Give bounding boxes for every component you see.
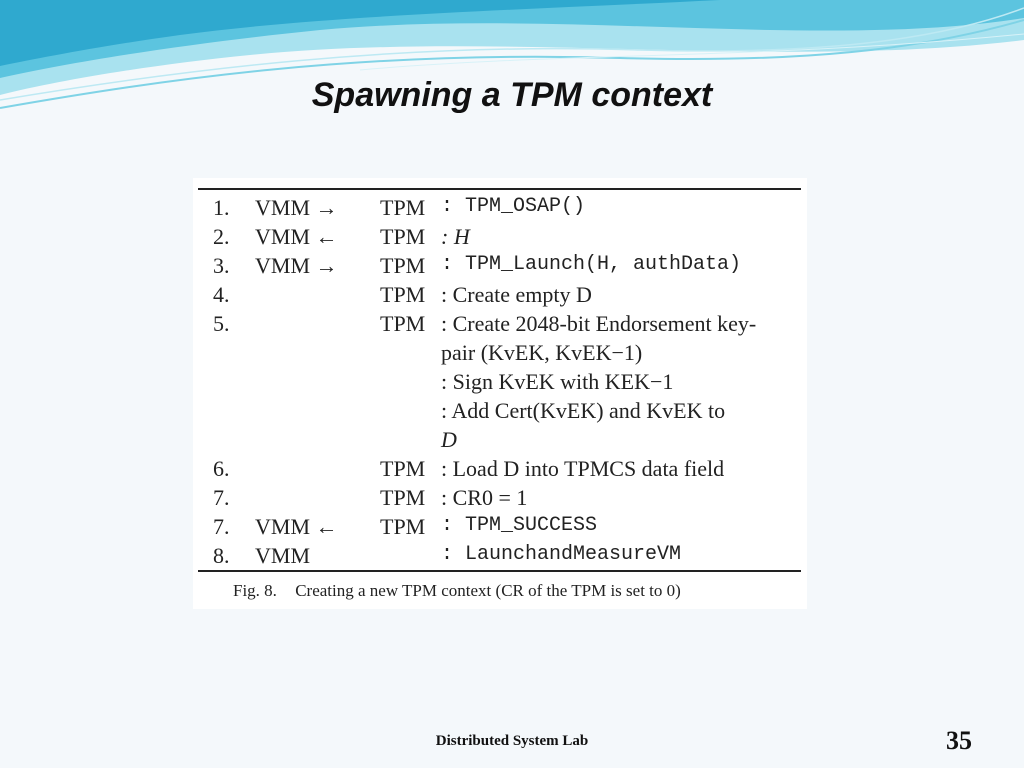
step-tpm: TPM	[380, 456, 426, 481]
protocol-figure	[193, 178, 807, 609]
protocol-step-row	[193, 511, 807, 540]
step-number: 7.	[213, 485, 230, 510]
step-actor: VMM →	[255, 253, 338, 278]
protocol-step-row	[193, 250, 807, 279]
step-message: : Create empty D	[441, 282, 592, 307]
step-message: : H	[441, 224, 470, 249]
step-number: 5.	[213, 311, 230, 336]
protocol-step-continuation	[193, 337, 807, 366]
protocol-step-row	[193, 540, 807, 569]
protocol-step-row	[193, 221, 807, 250]
step-tpm: TPM	[380, 311, 426, 336]
figure-caption-label: Fig. 8.	[233, 581, 277, 600]
step-number: 2.	[213, 224, 230, 249]
protocol-step-row	[193, 453, 807, 482]
protocol-step-row	[193, 192, 807, 221]
step-message: : Load D into TPMCS data field	[441, 456, 725, 481]
step-tpm: TPM	[380, 195, 426, 220]
step-message: : LaunchandMeasureVM	[441, 543, 682, 566]
figure-bottom-rule	[198, 570, 801, 572]
step-number: 7.	[213, 514, 230, 539]
figure-caption-text: Creating a new TPM context (CR of the TPM is set to 0)	[295, 581, 681, 600]
step-message: : CR0 = 1	[441, 485, 528, 510]
step-tpm: TPM	[380, 224, 426, 249]
step-number: 4.	[213, 282, 230, 307]
step-message: : TPM_SUCCESS	[441, 514, 598, 537]
step-message: : Create 2048-bit Endorsement key-	[441, 311, 757, 336]
step-number: 6.	[213, 456, 230, 481]
step-message: : TPM_OSAP()	[441, 195, 586, 218]
step-actor: VMM →	[255, 195, 338, 220]
step-tpm: TPM	[380, 253, 426, 278]
protocol-step-continuation	[193, 424, 807, 453]
step-actor: VMM	[255, 543, 311, 568]
step-message: : Sign KvEK with KEK−1	[441, 369, 674, 394]
figure-caption	[233, 581, 681, 601]
step-actor: VMM ←	[255, 514, 338, 539]
protocol-step-row	[193, 279, 807, 308]
step-message: pair (KvEK, KvEK−1)	[441, 340, 643, 365]
slide-page-number: 35	[946, 726, 972, 755]
figure-top-rule	[198, 188, 801, 190]
slide-title: Spawning a TPM context	[311, 76, 713, 114]
step-number: 3.	[213, 253, 230, 278]
step-actor: VMM ←	[255, 224, 338, 249]
step-number: 1.	[213, 195, 230, 220]
protocol-step-row	[193, 482, 807, 511]
step-tpm: TPM	[380, 514, 426, 539]
step-tpm: TPM	[380, 282, 426, 307]
step-message: : TPM_Launch(H, authData)	[441, 253, 742, 276]
protocol-step-row	[193, 308, 807, 337]
slide-footer: Distributed System Lab	[435, 733, 589, 749]
protocol-step-continuation	[193, 395, 807, 424]
step-message: : Add Cert(KvEK) and KvEK to	[441, 398, 726, 423]
step-tpm: TPM	[380, 485, 426, 510]
step-number: 8.	[213, 543, 230, 568]
protocol-step-continuation	[193, 366, 807, 395]
step-message: D	[441, 427, 457, 452]
